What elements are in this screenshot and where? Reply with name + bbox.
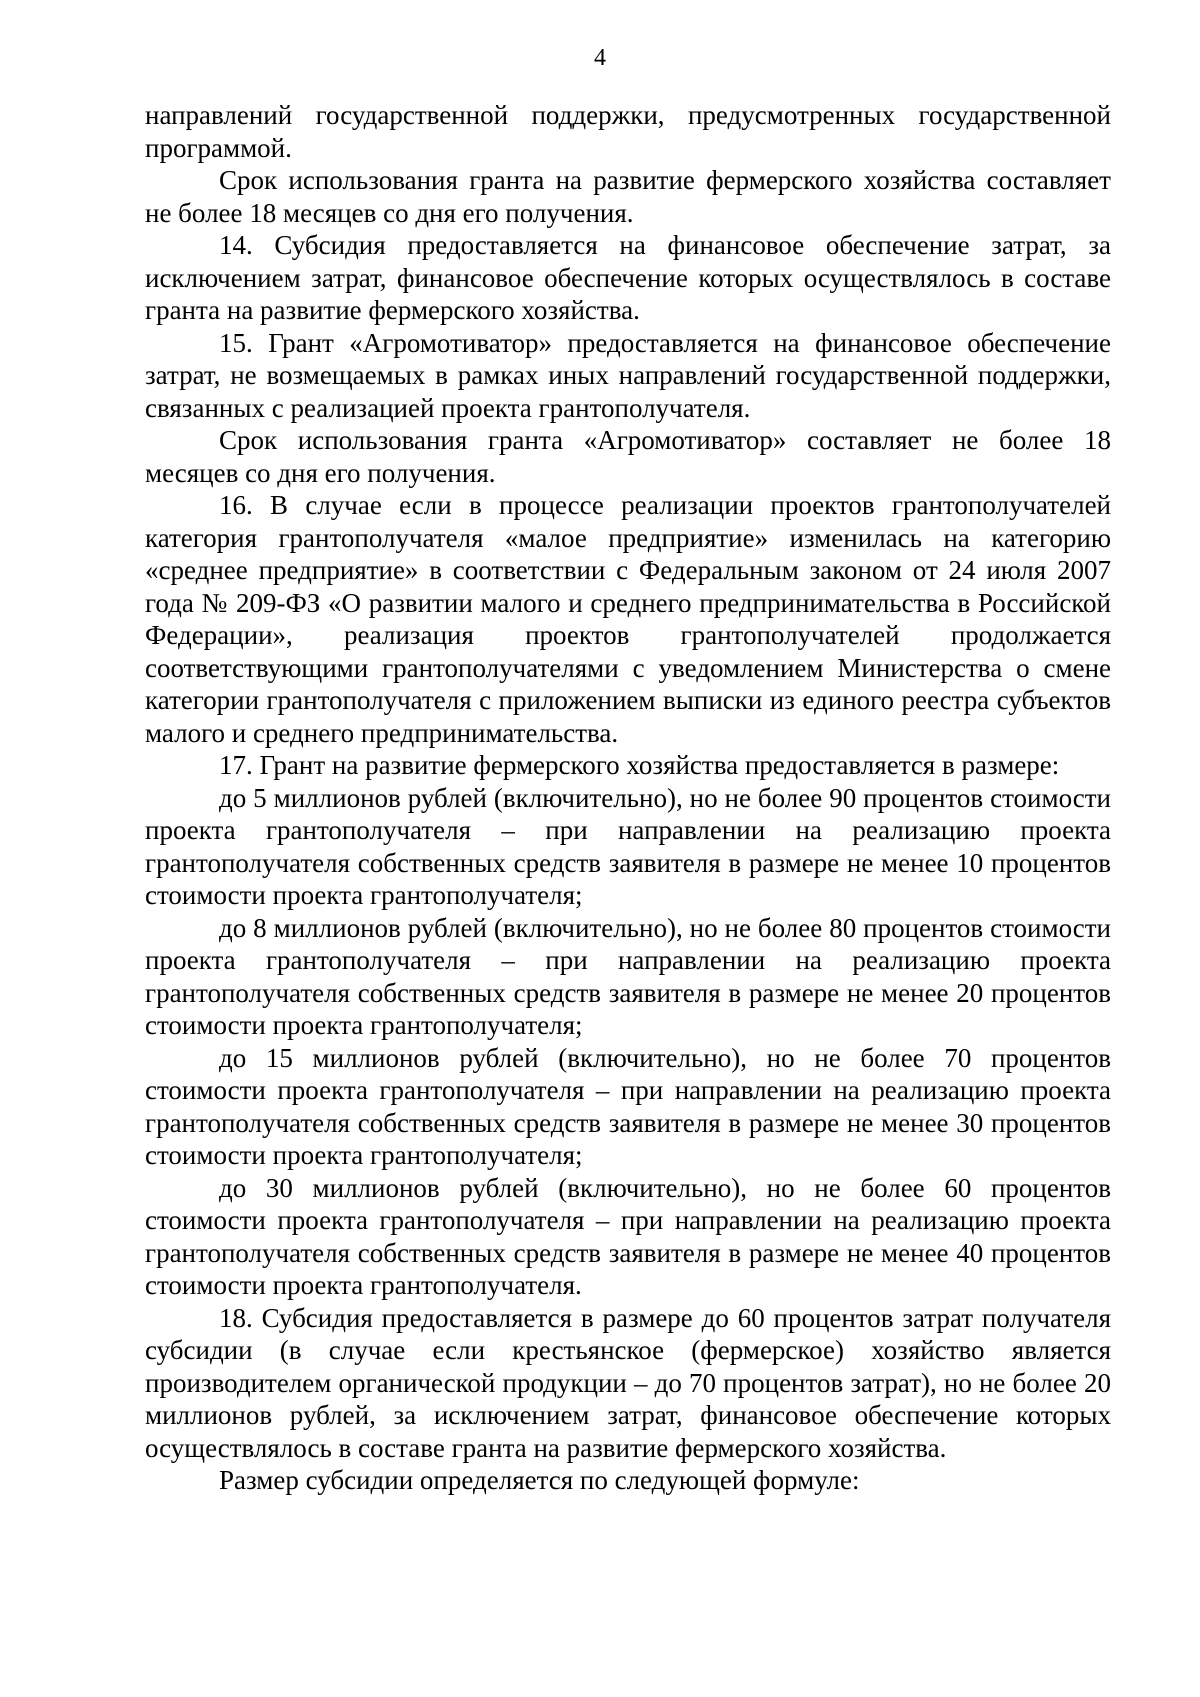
paragraph-grant-tier-15m: до 15 миллионов рублей (включительно), но не более 70 процентов стоимости проекта грантополучателя – при направлении на реализацию проекта грантополучателя собственных средств заявителя в размере не менее 30 процентов стоимости проекта грантополучателя; — [145, 1042, 1111, 1170]
paragraph-agromotivator-term: Срок использования гранта «Агромотиватор» составляет не более 18 месяцев со дня его получения. — [145, 425, 1111, 488]
paragraph-grant-tier-30m: до 30 миллионов рублей (включительно), но не более 60 процентов стоимости проекта грантополучателя – при направлении на реализацию проекта грантополучателя собственных средств заявителя в размере не менее 40 процентов стоимости проекта грантополучателя. — [145, 1172, 1111, 1300]
paragraph-item-16: 16. В случае если в процессе реализации проектов грантополучателей категория грантополучателя «малое предприятие» изменилась на категорию «среднее предприятие» в соответствии с Федеральным законом от 24 июля 2007 года № 209-ФЗ «О развитии малого и среднего предпринимательства в Российской Федерации», реализация проектов грантополучателей продолжается соответствующими грантополучателями с уведомлением Министерства о смене категории грантополучателя с приложением выписки из единого реестра субъектов малого и среднего предпринимательства. — [145, 490, 1111, 748]
paragraph-item-17: 17. Грант на развитие фермерского хозяйства предоставляется в размере: — [219, 750, 1060, 780]
page-number: 4 — [594, 45, 606, 71]
paragraph-item-14: 14. Субсидия предоставляется на финансовое обеспечение затрат, за исключением затрат, финансовое обеспечение которых осуществлялось в составе гранта на развитие фермерского хозяйства. — [145, 230, 1111, 325]
paragraph-grant-tier-5m: до 5 миллионов рублей (включительно), но не более 90 процентов стоимости проекта грантополучателя – при направлении на реализацию проекта грантополучателя собственных средств заявителя в размере не менее 10 процентов стоимости проекта грантополучателя; — [145, 782, 1111, 910]
paragraph-item-15: 15. Грант «Агромотиватор» предоставляется на финансовое обеспечение затрат, не возмещаемых в рамках иных направлений государственной поддержки, связанных с реализацией проекта грантополучателя. — [145, 327, 1111, 423]
document-body — [145, 99, 1111, 1497]
paragraph-farm-grant-term: Срок использования гранта на развитие фермерского хозяйства составляет не более 18 месяцев со дня его получения. — [145, 165, 1111, 228]
paragraph-formula-intro: Размер субсидии определяется по следующей формуле: — [219, 1465, 860, 1495]
paragraph-item-18: 18. Субсидия предоставляется в размере до 60 процентов затрат получателя субсидии (в случае если крестьянское (фермерское) хозяйство является производителем органической продукции – до 70 процентов затрат), но не более 20 миллионов рублей, за исключением затрат, финансовое обеспечение которых осуществлялось в составе гранта на развитие фермерского хозяйства. — [145, 1302, 1111, 1463]
paragraph-continuation: направлений государственной поддержки, предусмотренных государственной программой. — [145, 100, 1111, 163]
paragraph-grant-tier-8m: до 8 миллионов рублей (включительно), но не более 80 процентов стоимости проекта грантополучателя – при направлении на реализацию проекта грантополучателя собственных средств заявителя в размере не менее 20 процентов стоимости проекта грантополучателя; — [145, 912, 1111, 1040]
